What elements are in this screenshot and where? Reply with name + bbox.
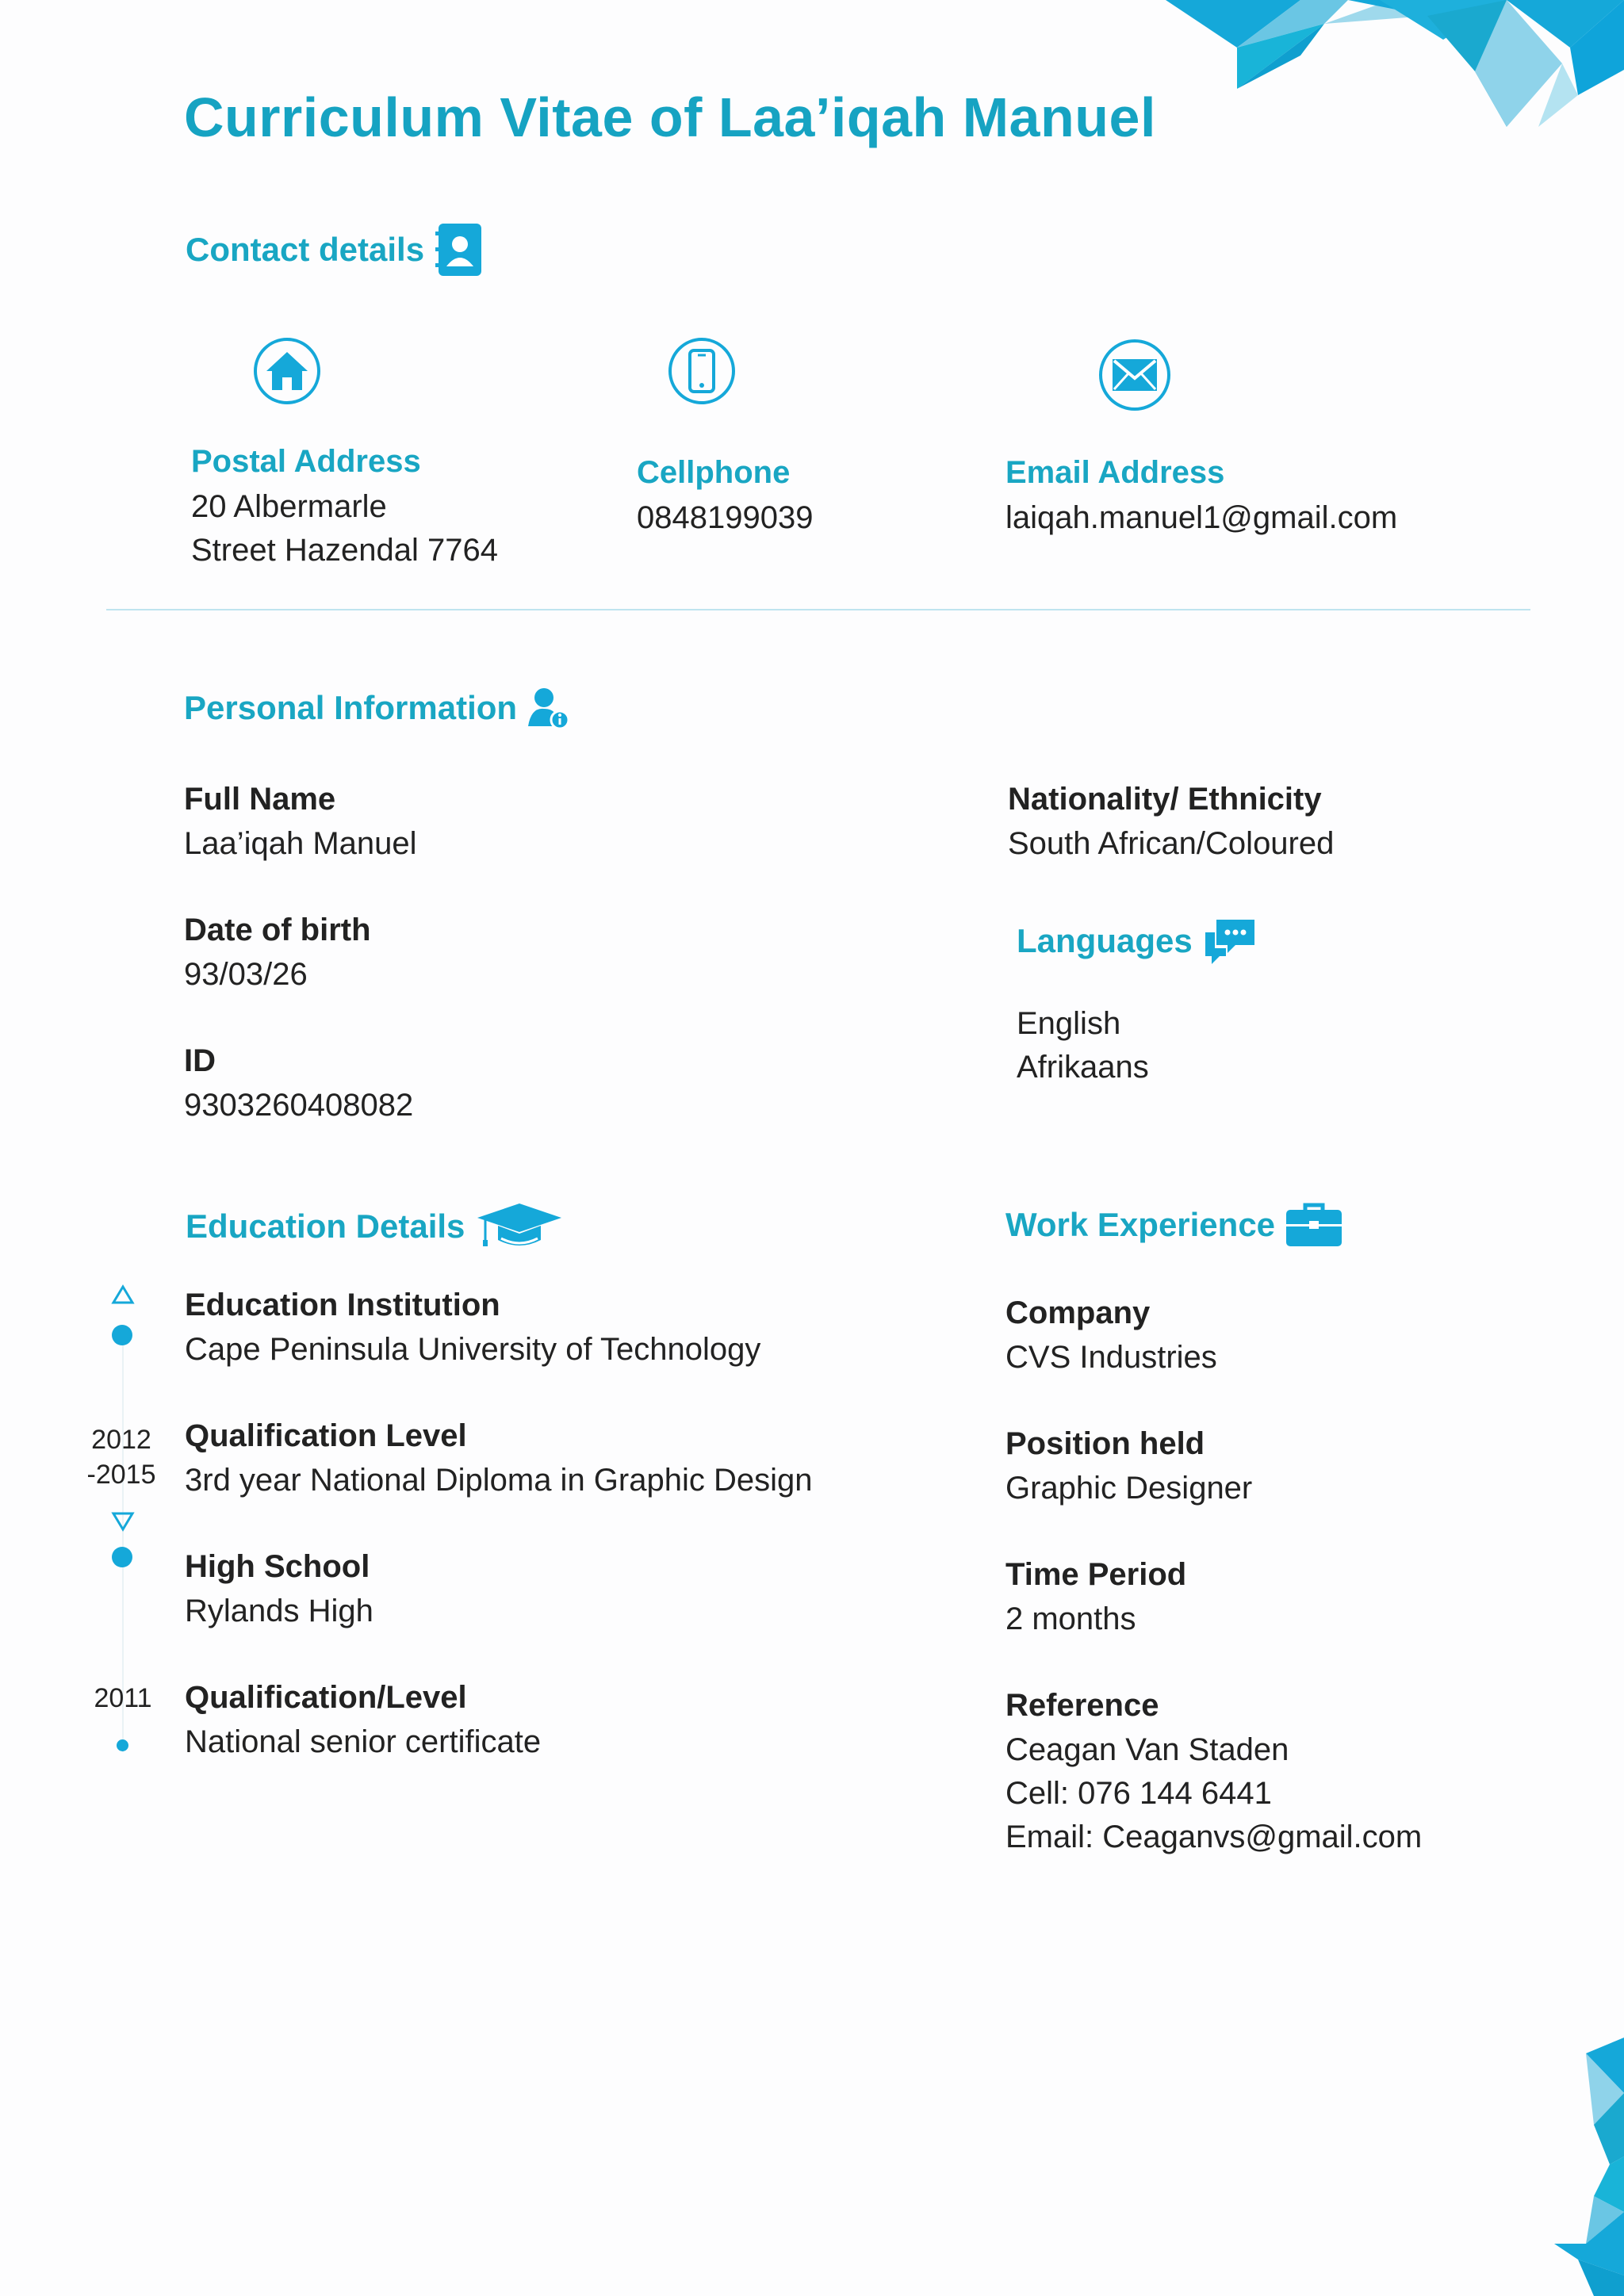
language-item: Afrikaans (1017, 1050, 1149, 1085)
company-value: CVS Industries (1005, 1340, 1217, 1375)
graduation-cap-icon (476, 1202, 563, 1251)
period-value: 2 months (1005, 1601, 1136, 1636)
postal-address-label: Postal Address (191, 444, 421, 479)
reference-label: Reference (1005, 1688, 1159, 1723)
full-name-value: Laa’iqah Manuel (184, 826, 417, 861)
dob-value: 93/03/26 (184, 957, 308, 992)
timeline-year: 2012 (91, 1425, 151, 1455)
timeline-dot (112, 1325, 132, 1345)
high-school-label: High School (185, 1549, 370, 1584)
full-name-label: Full Name (184, 782, 336, 817)
reference-cell: Cell: 076 144 6441 (1005, 1776, 1272, 1811)
cellphone-value: 0848199039 (637, 500, 814, 535)
timeline-dot (112, 1547, 132, 1567)
timeline-year: 2011 (94, 1683, 152, 1713)
institution-label: Education Institution (185, 1288, 500, 1322)
dob-label: Date of birth (184, 913, 371, 947)
section-divider (106, 609, 1530, 610)
contact-heading: Contact details (186, 224, 481, 276)
page-title: Curriculum Vitae of Laa’iqah Manuel (184, 86, 1156, 148)
triangle-down-icon (111, 1511, 135, 1532)
nationality-value: South African/Coloured (1008, 826, 1335, 861)
qualification-label: Qualification Level (185, 1418, 467, 1453)
timeline-year: -2015 (86, 1460, 156, 1490)
postal-address-line2: Street Hazendal 7764 (191, 533, 498, 568)
envelope-icon (1099, 339, 1170, 411)
person-info-icon (528, 687, 569, 729)
decorative-polygons-top (1142, 0, 1624, 135)
cellphone-label: Cellphone (637, 455, 791, 490)
reference-email: Email: Ceaganvs@gmail.com (1005, 1820, 1423, 1854)
id-value: 9303260408082 (184, 1088, 414, 1123)
hs-qualification-value: National senior certificate (185, 1724, 542, 1759)
high-school-value: Rylands High (185, 1594, 373, 1628)
triangle-up-icon (111, 1284, 135, 1305)
timeline-dot (117, 1739, 128, 1751)
qualification-value: 3rd year National Diploma in Graphic Design (185, 1463, 813, 1498)
period-label: Time Period (1005, 1557, 1187, 1592)
company-label: Company (1005, 1295, 1151, 1330)
email-value: laiqah.manuel1@gmail.com (1005, 500, 1398, 535)
house-icon (254, 338, 320, 404)
nationality-label: Nationality/ Ethnicity (1008, 782, 1322, 817)
position-value: Graphic Designer (1005, 1471, 1253, 1506)
work-heading: Work Experience (1005, 1202, 1342, 1248)
reference-name: Ceagan Van Staden (1005, 1732, 1289, 1767)
education-heading: Education Details (186, 1202, 563, 1251)
email-label: Email Address (1005, 455, 1225, 490)
postal-address-line1: 20 Albermarle (191, 489, 387, 524)
hs-qualification-label: Qualification/Level (185, 1680, 467, 1715)
languages-heading: Languages (1017, 916, 1258, 966)
contact-book-icon (435, 224, 481, 276)
decorative-polygons-bottom (1538, 2038, 1624, 2296)
position-label: Position held (1005, 1426, 1205, 1461)
personal-heading: Personal Information (184, 687, 569, 729)
institution-value: Cape Peninsula University of Technology (185, 1332, 761, 1367)
id-label: ID (184, 1043, 216, 1078)
language-item: English (1017, 1006, 1121, 1041)
briefcase-icon (1286, 1202, 1342, 1248)
phone-icon (668, 338, 735, 404)
speech-bubble-icon (1204, 916, 1258, 966)
